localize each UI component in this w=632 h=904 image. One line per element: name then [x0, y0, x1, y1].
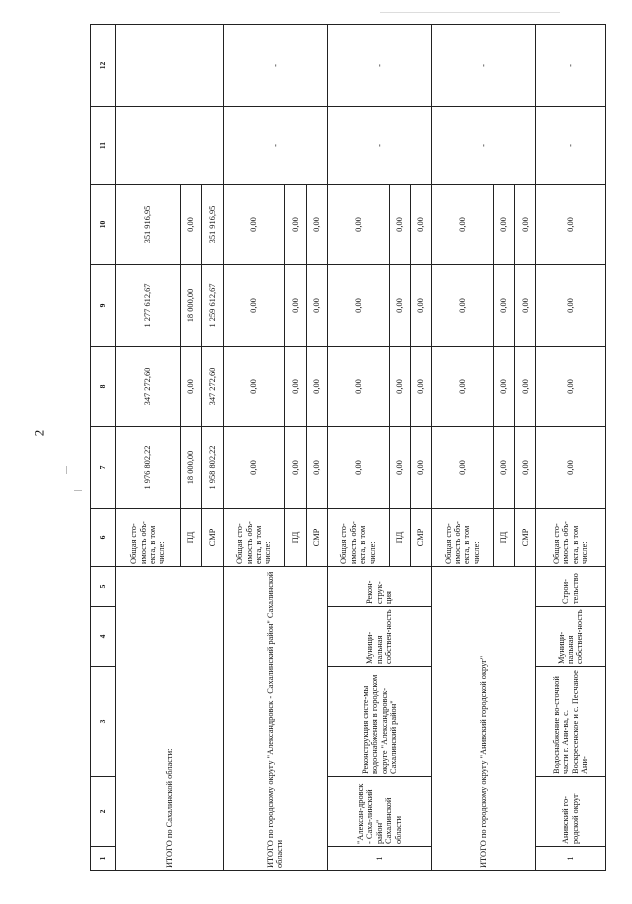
- page-number: 2: [31, 429, 47, 437]
- value-cell: 0,00: [493, 427, 514, 509]
- header-cell: 12: [91, 25, 116, 107]
- value-cell: 0,00: [389, 185, 410, 265]
- value-cell: 0,00: [285, 427, 306, 509]
- value-cell: 0,00: [181, 347, 202, 427]
- cost-kind: ПД: [389, 509, 410, 567]
- value-cell: 0,00: [285, 185, 306, 265]
- cost-kind: СМР: [515, 509, 536, 567]
- value-cell: -: [223, 25, 327, 107]
- value-cell: 0,00: [389, 427, 410, 509]
- value-cell: 0,00: [223, 347, 285, 427]
- value-cell: 347 272,60: [202, 347, 223, 427]
- value-cell: 0,00: [515, 265, 536, 347]
- value-cell: 0,00: [410, 185, 431, 265]
- value-cell: 0,00: [327, 265, 389, 347]
- value-cell: 0,00: [306, 185, 327, 265]
- rotated-table-container: [90, 25, 606, 871]
- value-cell: 0,00: [327, 185, 389, 265]
- cost-kind: Общая сто-имость объ-екта, в том числе:: [536, 509, 606, 567]
- header-cell: 10: [91, 185, 116, 265]
- scan-edge: [380, 12, 560, 13]
- header-cell: 3: [91, 667, 116, 777]
- value-cell: 0,00: [515, 427, 536, 509]
- value-cell: [116, 107, 224, 185]
- value-cell: 0,00: [536, 427, 606, 509]
- header-cell: 7: [91, 427, 116, 509]
- cost-kind: СМР: [410, 509, 431, 567]
- cost-kind: ПД: [181, 509, 202, 567]
- value-cell: 0,00: [536, 265, 606, 347]
- header-cell: 2: [91, 777, 116, 847]
- value-cell: 0,00: [410, 427, 431, 509]
- value-cell: 0,00: [536, 347, 606, 427]
- item-number: 1: [327, 847, 431, 871]
- value-cell: 0,00: [432, 185, 494, 265]
- ownership: Муници-пальная собствен-ность: [327, 607, 431, 667]
- budget-table: [90, 24, 606, 871]
- table-row: [536, 25, 606, 871]
- work-type: Рекон-струк-ция: [327, 567, 431, 607]
- value-cell: 0,00: [223, 427, 285, 509]
- district-name: "Алексан-дровск - Саха-линский район" Сахалинской области: [327, 777, 431, 847]
- value-cell: -: [223, 107, 327, 185]
- value-cell: -: [432, 107, 536, 185]
- table-row: [432, 25, 494, 871]
- header-cell: 11: [91, 107, 116, 185]
- value-cell: 18 000,00: [181, 265, 202, 347]
- cost-kind: СМР: [202, 509, 223, 567]
- cost-kind: ПД: [493, 509, 514, 567]
- value-cell: 0,00: [327, 347, 389, 427]
- value-cell: 0,00: [515, 347, 536, 427]
- cost-kind: Общая сто-имость объ-екта, в том числе:: [116, 509, 181, 567]
- object-name: Реконструкция систе-мы водоснабжения в городском округе "Александровск-Сахалинский район": [327, 667, 431, 777]
- value-cell: [116, 25, 224, 107]
- value-cell: 0,00: [432, 347, 494, 427]
- ownership: Муници-пальная собствен-ность: [536, 607, 606, 667]
- value-cell: 0,00: [493, 265, 514, 347]
- value-cell: -: [327, 107, 431, 185]
- district-name: Анивский го-родской округ: [536, 777, 606, 847]
- header-row: [91, 25, 116, 871]
- header-cell: 9: [91, 265, 116, 347]
- value-cell: 0,00: [327, 427, 389, 509]
- object-name: Водоснабжение во-сточной части г. Ани-ва, с. Воскресенское и с. Песчаное Ани-: [536, 667, 606, 777]
- value-cell: 0,00: [181, 185, 202, 265]
- value-cell: 351 916,95: [116, 185, 181, 265]
- value-cell: 0,00: [285, 265, 306, 347]
- value-cell: 18 000,00: [181, 427, 202, 509]
- cost-kind: Общая сто-имость объ-екта, в том числе:: [223, 509, 285, 567]
- value-cell: 0,00: [493, 185, 514, 265]
- cost-kind: ПД: [285, 509, 306, 567]
- value-cell: 1 259 612,67: [202, 265, 223, 347]
- scan-mark: [74, 490, 82, 491]
- header-cell: 1: [91, 847, 116, 871]
- value-cell: 1 277 612,67: [116, 265, 181, 347]
- total-label: ИТОГО по городскому округу "Анивский городской округ": [432, 567, 536, 871]
- value-cell: 0,00: [389, 347, 410, 427]
- item-number: 1: [536, 847, 606, 871]
- value-cell: 0,00: [285, 347, 306, 427]
- value-cell: 0,00: [389, 265, 410, 347]
- total-label: ИТОГО по Сахалинской области:: [116, 567, 224, 871]
- value-cell: 0,00: [223, 185, 285, 265]
- value-cell: 0,00: [493, 347, 514, 427]
- value-cell: 1 976 802,22: [116, 427, 181, 509]
- value-cell: 0,00: [306, 347, 327, 427]
- value-cell: 0,00: [515, 185, 536, 265]
- value-cell: 1 958 802,22: [202, 427, 223, 509]
- header-cell: 6: [91, 509, 116, 567]
- header-cell: 5: [91, 567, 116, 607]
- value-cell: 0,00: [536, 185, 606, 265]
- value-cell: 0,00: [410, 265, 431, 347]
- header-cell: 4: [91, 607, 116, 667]
- header-cell: 8: [91, 347, 116, 427]
- value-cell: 0,00: [223, 265, 285, 347]
- value-cell: 0,00: [432, 265, 494, 347]
- value-cell: -: [536, 25, 606, 107]
- total-label: ИТОГО по городскому округу "Александровск - Сахалинский район" Сахалинской области: [223, 567, 327, 871]
- scan-mark: [66, 466, 67, 474]
- table-row: [223, 25, 285, 871]
- cost-kind: Общая сто-имость объ-екта, в том числе:: [432, 509, 494, 567]
- cost-kind: СМР: [306, 509, 327, 567]
- value-cell: 0,00: [432, 427, 494, 509]
- value-cell: 0,00: [306, 427, 327, 509]
- value-cell: -: [327, 25, 431, 107]
- table-row: [327, 25, 389, 871]
- value-cell: 351 916,95: [202, 185, 223, 265]
- work-type: Строи-тельство: [536, 567, 606, 607]
- table-row: [116, 25, 181, 871]
- value-cell: 347 272,60: [116, 347, 181, 427]
- value-cell: 0,00: [410, 347, 431, 427]
- cost-kind: Общая сто-имость объ-екта, в том числе:: [327, 509, 389, 567]
- value-cell: -: [432, 25, 536, 107]
- value-cell: -: [536, 107, 606, 185]
- value-cell: 0,00: [306, 265, 327, 347]
